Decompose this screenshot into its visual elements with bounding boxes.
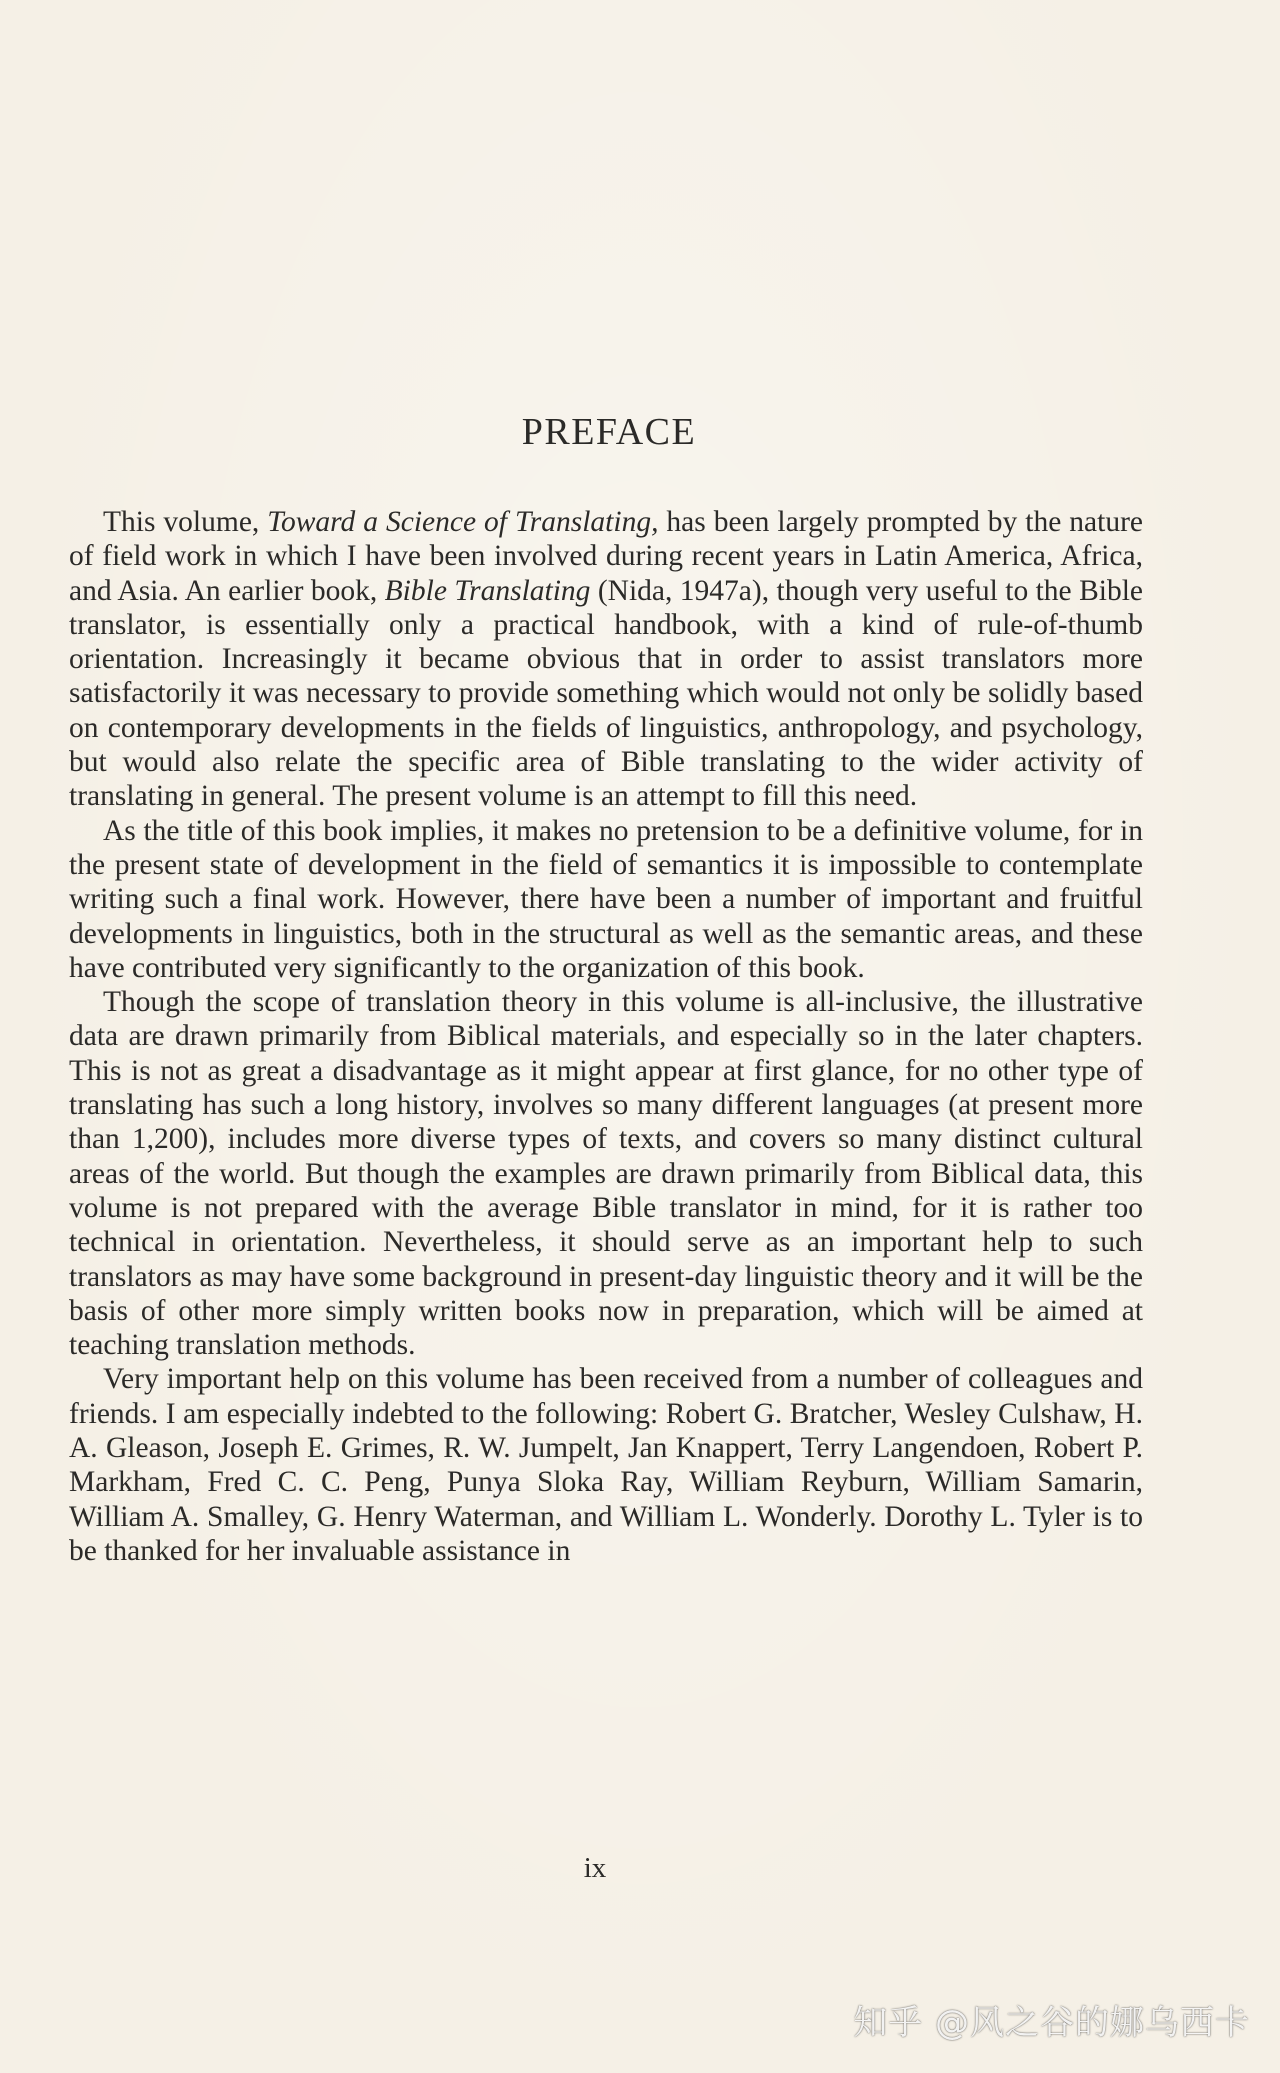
paragraph-1 [69,505,1143,814]
preface-body [69,505,1143,1568]
paragraph-1-text-c: (Nida, 1947a), though very useful to the Bible translator, is essentially only a practical handbook, with a kind of rule-of-thumb orientation. Increasingly it became obvious that in order to assist translators more satisfactorily it was necessary to provide something which would not only be solidly based on contemporary developments in the fields of linguistics, anthropology, and psychology, but would also relate the specific area of Bible translating to the wider activity of translating in general. The present volume is an attempt to fill this need. [69,574,1143,813]
watermark-text: 知乎 @风之谷的娜乌西卡 [853,2003,1250,2043]
paragraph-1-text-b: has been largely prompted by the nature of field work in which I have been involved during recent years in Latin America, Africa, and Asia. An earlier book, [69,506,1144,607]
show-through-text [60,130,1220,370]
paragraph-3: Though the scope of translation theory in this volume is all-inclusive, the illustrative data are drawn primarily from Biblical materials, and especially so in the later chapters. This is not as great a disadvantage as it might appear at first glance, for no other type of translating has such a long history, involves so many different languages (at present more than 1,200), includes more diverse types of texts, and covers so many distinct cultural areas of the world. But though the examples are drawn primarily from Biblical data, this volume is not prepared with the average Bible translator in mind, for it is rather too technical in orientation. Nevertheless, it should serve as an important help to such translators as may have some background in present-day linguistic theory and it will be the basis of other more simply written books now in preparation, which will be aimed at teaching translation methods. [69,986,1143,1362]
page-title: PREFACE [521,411,697,453]
paragraph-4: Very important help on this volume has been received from a number of colleagues and friends. I am especially indebted to the following: Robert G. Bratcher, Wesley Culshaw, H. A. Gleason, Joseph E. Grimes, R. W. Jumpelt, Jan Knappert, Terry Langendoen, Robert P. Markham, Fred C. C. Peng, Punya Sloka Ray, William Reyburn, William Samarin, William A. Smalley, G. Henry Waterman, and William L. Wonderly. Dorothy L. Tyler is to be thanked for her invaluable assistance in [69,1363,1143,1567]
book-title-toward-a-science: Toward a Science of Translating, [267,506,659,538]
paragraph-2: As the title of this book implies, it makes no pretension to be a definitive volume, for in the present state of development in the field of semantics it is impossible to contemplate writing such a final work. However, there have been a number of important and fruitful developments in linguistics, both in the structural as well as the semantic areas, and these have contributed very significantly to the organization of this book. [69,814,1143,984]
page-number: ix [583,1852,607,1884]
paragraph-1-text-a: This volume, [103,506,268,538]
book-title-bible-translating: Bible Translating [384,574,591,607]
